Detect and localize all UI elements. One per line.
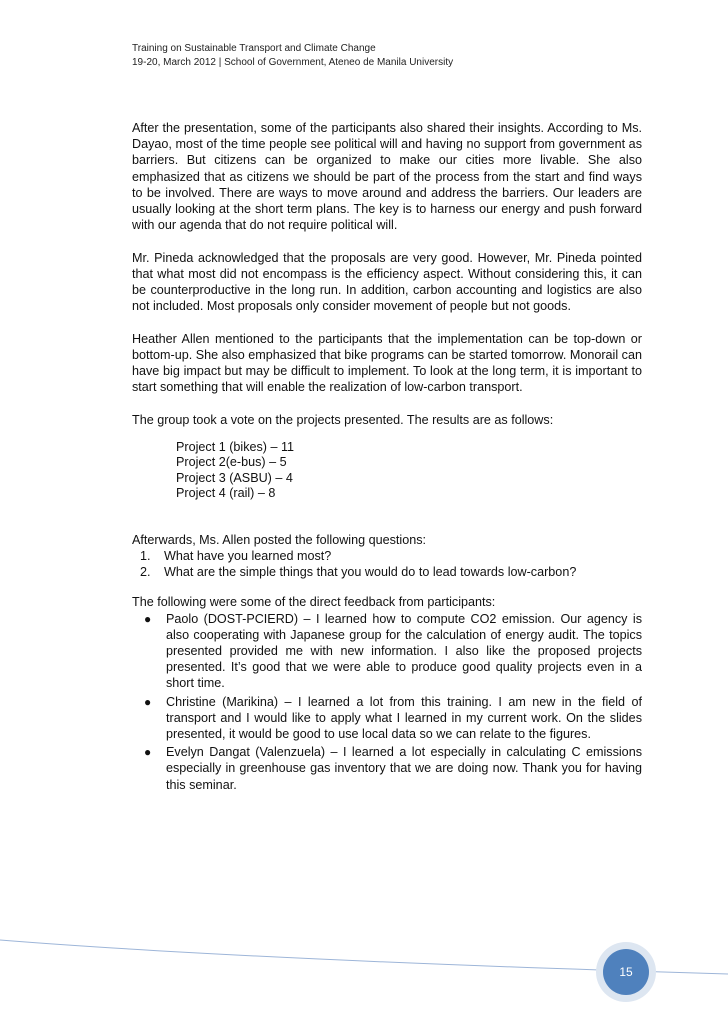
paragraph-dayao: After the presentation, some of the participants also shared their insights. According to Ms. Dayao, most of the time people see political will and having no support from government as barriers. But citizens can be organized to make our cities more livable. She also emphasized that as citizens we should be part of the process from the start and find ways to be involved. There are ways to move around and address the barriers. Our leaders are usually looking at the short term plans. The key is to harness our energy and push forward with our agenda that do not require political will. [132, 121, 642, 233]
header-subtitle: 19-20, March 2012 | School of Government, Ateneo de Manila University [132, 57, 454, 68]
question-number: 2. [140, 565, 151, 580]
page-header [132, 42, 612, 70]
page-number-badge [596, 942, 656, 1002]
paragraph-allen: Heather Allen mentioned to the participants that the implementation can be top-down or bottom-up. She also emphasized that bike programs can be started tomorrow. Monorail can have big impact but may be difficult to implement. To look at the long term, it is important to start something that will enable the realization of low-carbon transport. [132, 331, 642, 395]
feedback-text: Christine (Marikina) – I learned a lot from this training. I am new in the field of transport and I would like to apply what I learned in my current work. On the slides presented, it would be good to use local data so we can relate to the figures. [166, 694, 642, 742]
feedback-item [132, 744, 642, 793]
question-text: What have you learned most? [164, 549, 332, 564]
feedback-intro: The following were some of the direct feedback from participants: [132, 595, 496, 610]
page-body [132, 120, 642, 795]
question-number: 1. [140, 549, 151, 564]
questions-intro: Afterwards, Ms. Allen posted the following questions: [132, 532, 427, 547]
question-text: What are the simple things that you would do to lead towards low-carbon? [164, 565, 577, 580]
vote-intro: The group took a vote on the projects presented. The results are as follows: [132, 412, 554, 427]
page-number-circle [603, 949, 649, 995]
feedback-item [132, 694, 642, 743]
header-title: Training on Sustainable Transport and Climate Change [132, 43, 376, 54]
bullet-icon: ● [144, 694, 152, 709]
vote-item: Project 1 (bikes) – 11 [176, 439, 295, 454]
page-number: 15 [619, 965, 633, 979]
feedback-text: Paolo (DOST-PCIERD) – I learned how to compute CO2 emission. Our agency is also cooperating with Japanese group for the calculation of energy audit. The topics presented provided me with new information. I also like the proposed projects presented. It’s good that we were able to produce good quality projects even in a short time. [166, 611, 642, 691]
feedback-list [132, 611, 642, 793]
bullet-icon: ● [144, 611, 152, 626]
vote-results [176, 440, 642, 502]
feedback-text: Evelyn Dangat (Valenzuela) – I learned a lot especially in calculating C emissions especially in greenhouse gas inventory that we are doing now. Thank you for having this seminar. [166, 745, 642, 792]
vote-item: Project 2(e-bus) – 5 [176, 455, 287, 470]
question-item [140, 564, 642, 580]
question-item [140, 548, 642, 564]
feedback-item [132, 611, 642, 692]
bullet-icon: ● [144, 745, 152, 760]
questions-list [140, 548, 642, 580]
paragraph-pineda: Mr. Pineda acknowledged that the proposals are very good. However, Mr. Pineda pointed that what most did not encompass is the efficiency aspect. Without considering this, it can be counterproductive in the long run. In addition, carbon accounting and logistics are also not included. Most proposals only consider movement of people but not goods. [132, 250, 642, 314]
vote-item: Project 3 (ASBU) – 4 [176, 470, 293, 485]
vote-item: Project 4 (rail) – 8 [176, 486, 276, 501]
